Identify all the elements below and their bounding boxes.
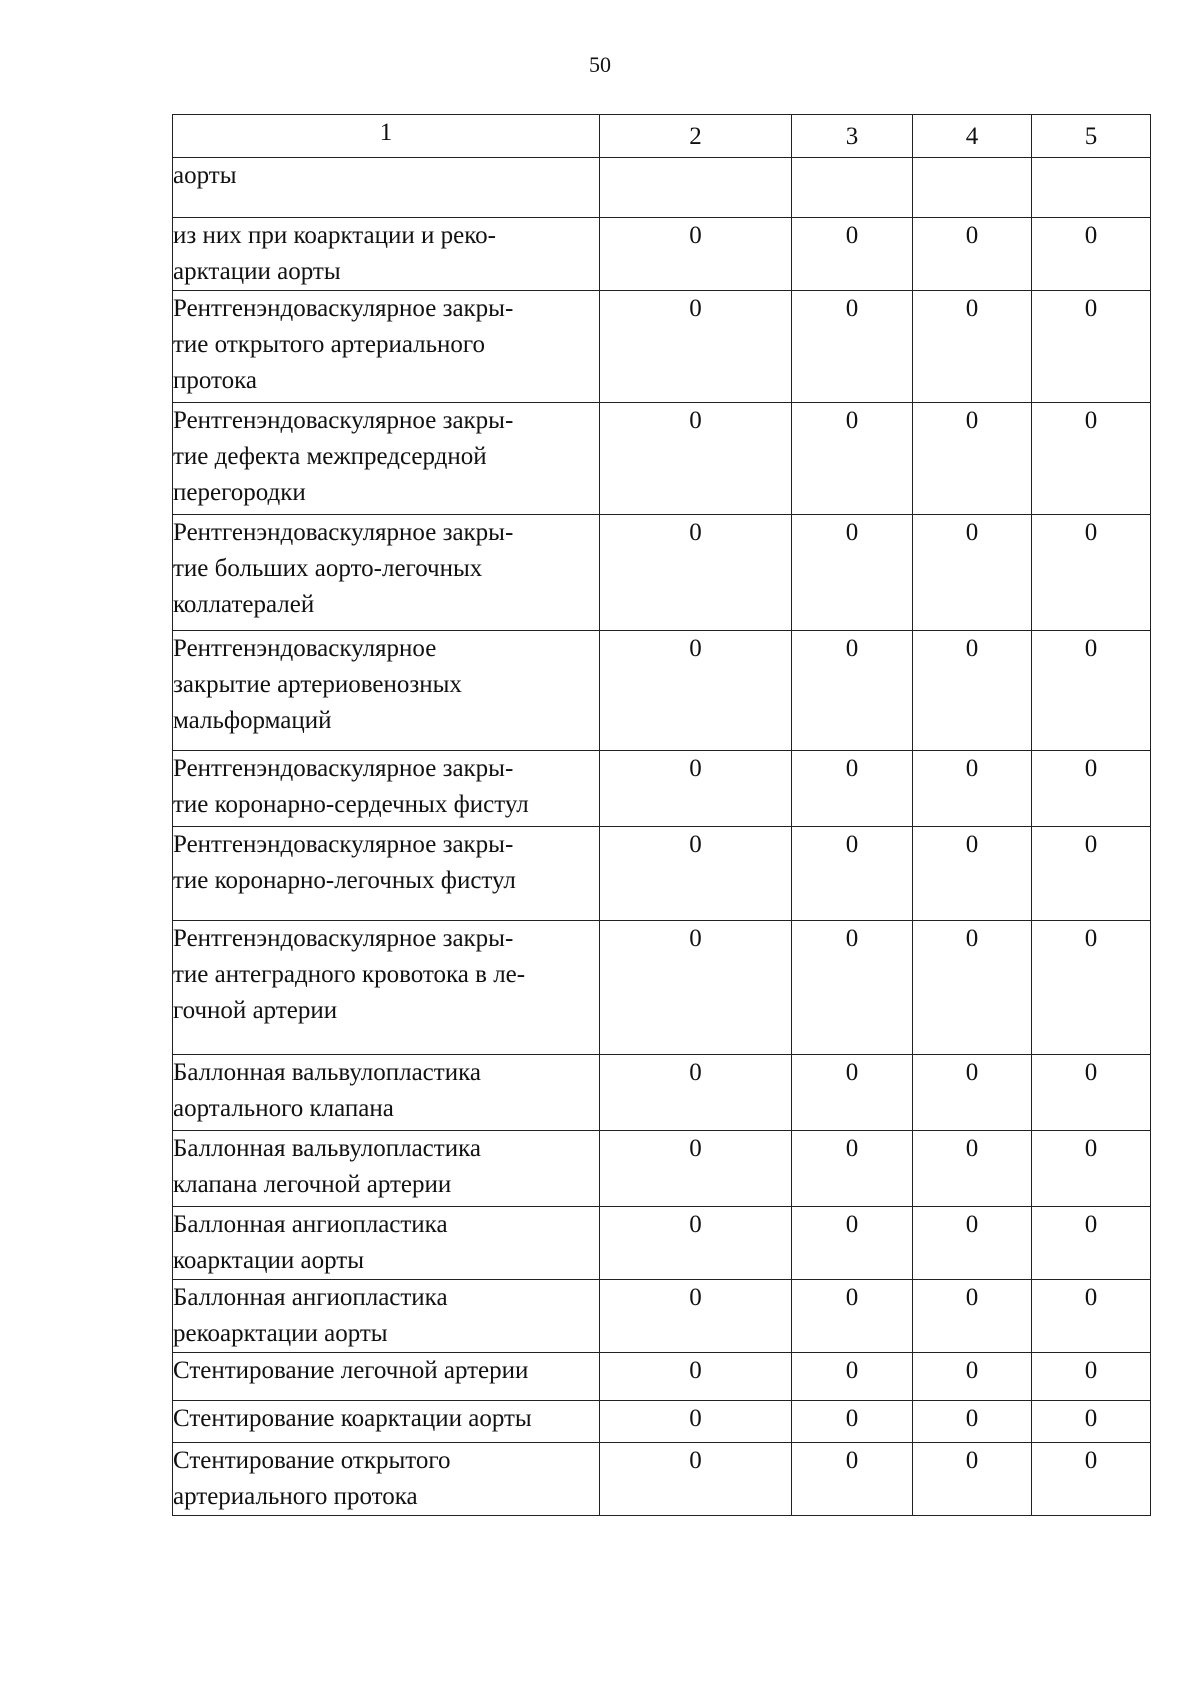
value-cell-col4: 0	[913, 921, 1032, 1055]
value-cell-col3: 0	[792, 751, 913, 827]
value-cell-col3: 0	[792, 1280, 913, 1353]
row-label-cell: Стентирование открытого артериального протока	[173, 1443, 600, 1516]
table-row	[173, 921, 1151, 1055]
table-row	[173, 158, 1151, 218]
value-cell-col4: 0	[913, 1353, 1032, 1401]
value-cell-col2: 0	[600, 631, 792, 751]
value-cell-col3: 0	[792, 1401, 913, 1443]
value-cell-col4: 0	[913, 631, 1032, 751]
value-cell-col3	[792, 158, 913, 218]
value-cell-col3: 0	[792, 218, 913, 291]
value-cell-col4: 0	[913, 218, 1032, 291]
header-cell-2: 2	[600, 115, 792, 158]
header-cell-5: 5	[1032, 115, 1151, 158]
value-cell-col5: 0	[1032, 827, 1151, 921]
table-row	[173, 291, 1151, 403]
value-cell-col4	[913, 158, 1032, 218]
table-row	[173, 1443, 1151, 1516]
value-cell-col4: 0	[913, 1131, 1032, 1207]
value-cell-col5: 0	[1032, 631, 1151, 751]
value-cell-col3: 0	[792, 1131, 913, 1207]
value-cell-col5: 0	[1032, 1401, 1151, 1443]
value-cell-col2: 0	[600, 1055, 792, 1131]
value-cell-col5: 0	[1032, 1131, 1151, 1207]
value-cell-col3: 0	[792, 1353, 913, 1401]
value-cell-col4: 0	[913, 751, 1032, 827]
row-label-cell: Рентгенэндоваскулярное закры- тие антеградного кровотока в ле- гочной артерии	[173, 921, 600, 1055]
value-cell-col5: 0	[1032, 1443, 1151, 1516]
row-label-cell: Рентгенэндоваскулярное закры- тие открытого артериального протока	[173, 291, 600, 403]
value-cell-col4: 0	[913, 1401, 1032, 1443]
table-row	[173, 1401, 1151, 1443]
table-row	[173, 1353, 1151, 1401]
table-row	[173, 1280, 1151, 1353]
value-cell-col2: 0	[600, 291, 792, 403]
row-label-cell: Рентгенэндоваскулярное закры- тие коронарно-сердечных фистул	[173, 751, 600, 827]
row-label-cell: Баллонная ангиопластика коарктации аорты	[173, 1207, 600, 1280]
value-cell-col3: 0	[792, 631, 913, 751]
row-label-cell: Стентирование легочной артерии	[173, 1353, 600, 1401]
header-cell-3: 3	[792, 115, 913, 158]
row-label-cell: Баллонная вальвулопластика аортального клапана	[173, 1055, 600, 1131]
value-cell-col2: 0	[600, 921, 792, 1055]
data-table	[172, 114, 1151, 1516]
row-label-cell: Баллонная вальвулопластика клапана легочной артерии	[173, 1131, 600, 1207]
row-label-cell: Баллонная ангиопластика рекоарктации аорты	[173, 1280, 600, 1353]
value-cell-col2: 0	[600, 1353, 792, 1401]
value-cell-col4: 0	[913, 1280, 1032, 1353]
table-row	[173, 751, 1151, 827]
value-cell-col3: 0	[792, 827, 913, 921]
value-cell-col4: 0	[913, 1443, 1032, 1516]
value-cell-col2: 0	[600, 1443, 792, 1516]
value-cell-col5: 0	[1032, 515, 1151, 631]
value-cell-col3: 0	[792, 291, 913, 403]
value-cell-col5	[1032, 158, 1151, 218]
value-cell-col5: 0	[1032, 218, 1151, 291]
page-number: 50	[589, 52, 611, 77]
value-cell-col3: 0	[792, 515, 913, 631]
table-row	[173, 1131, 1151, 1207]
value-cell-col5: 0	[1032, 291, 1151, 403]
table-row	[173, 827, 1151, 921]
table-header-row	[173, 115, 1151, 158]
row-label-cell: Рентгенэндоваскулярное закры- тие дефекта межпредсердной перегородки	[173, 403, 600, 515]
value-cell-col2: 0	[600, 218, 792, 291]
row-label-cell: Рентгенэндоваскулярное закры- тие больших аорто-легочных коллатералей	[173, 515, 600, 631]
table-row	[173, 1207, 1151, 1280]
value-cell-col4: 0	[913, 291, 1032, 403]
row-label-cell: аорты	[173, 158, 600, 218]
value-cell-col2: 0	[600, 403, 792, 515]
value-cell-col3: 0	[792, 403, 913, 515]
row-label-cell: Стентирование коарктации аорты	[173, 1401, 600, 1443]
value-cell-col5: 0	[1032, 403, 1151, 515]
row-label-cell: из них при коарктации и реко- арктации аорты	[173, 218, 600, 291]
value-cell-col5: 0	[1032, 751, 1151, 827]
table-row	[173, 515, 1151, 631]
row-label-cell: Рентгенэндоваскулярное закрытие артериовенозных мальформаций	[173, 631, 600, 751]
table-row	[173, 1055, 1151, 1131]
value-cell-col2: 0	[600, 1207, 792, 1280]
value-cell-col5: 0	[1032, 921, 1151, 1055]
header-cell-4: 4	[913, 115, 1032, 158]
value-cell-col3: 0	[792, 1055, 913, 1131]
value-cell-col4: 0	[913, 515, 1032, 631]
table-row	[173, 631, 1151, 751]
row-label-cell: Рентгенэндоваскулярное закры- тие коронарно-легочных фистул	[173, 827, 600, 921]
value-cell-col2: 0	[600, 827, 792, 921]
value-cell-col5: 0	[1032, 1353, 1151, 1401]
value-cell-col4: 0	[913, 1055, 1032, 1131]
header-cell-1: 1	[173, 115, 600, 158]
value-cell-col2: 0	[600, 751, 792, 827]
value-cell-col3: 0	[792, 921, 913, 1055]
value-cell-col2: 0	[600, 1131, 792, 1207]
value-cell-col3: 0	[792, 1207, 913, 1280]
value-cell-col4: 0	[913, 827, 1032, 921]
value-cell-col2: 0	[600, 515, 792, 631]
value-cell-col2: 0	[600, 1401, 792, 1443]
value-cell-col5: 0	[1032, 1280, 1151, 1353]
value-cell-col2	[600, 158, 792, 218]
value-cell-col4: 0	[913, 403, 1032, 515]
table-row	[173, 403, 1151, 515]
value-cell-col4: 0	[913, 1207, 1032, 1280]
value-cell-col5: 0	[1032, 1207, 1151, 1280]
value-cell-col3: 0	[792, 1443, 913, 1516]
value-cell-col5: 0	[1032, 1055, 1151, 1131]
value-cell-col2: 0	[600, 1280, 792, 1353]
table-row	[173, 218, 1151, 291]
